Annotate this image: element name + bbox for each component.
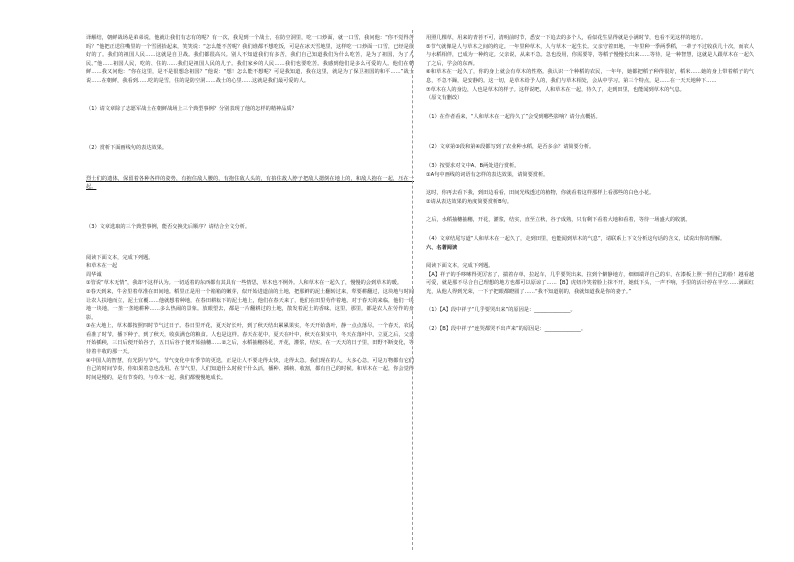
- question-1: （1）请文章除了志愿军战士在朝鲜战场上三个典型事例？分别表现了他的怎样的精神品质？: [86, 105, 297, 112]
- article-paragraph-4-cont: 用照几棵草，用来的青苔不可，清明前时节，悉安一下追去的多个人，看似花生显得就是小满时节，也看不见这样的地方。: [426, 35, 707, 41]
- question-2: （2）文章第③段和第④段都写到了农业种水稻，是否多余？请简要分析。: [426, 144, 595, 151]
- novel-excerpt: 【A】祥子的手哆嗦得更厉害了，揣着存单，拉起车，几乎要哭出来。拉到个僻静地方，细细端详自己的车，在漆板上照一照自己的脸！越看越可爱，就是那不尽合自己理想的地方也都可以原谅了……【B】虎妞冷笑着脸上抹不开，她低下头，一声不响，手里的活计停在半空……满面红光，从他人得到光荣，一下子把眼都瞪圆了……“我不知道别的，我就知道我是你的妻子。”: [426, 271, 754, 295]
- question-3: （3）文章选取的三个典型事例，能否交换先后顺序？请结合全文分析。: [86, 223, 251, 230]
- article-paragraph-3: ③在大地上，草木都按照四时节气过日子。春日里开花，夏天好长叶，到了秋天结出累累果实，冬天开始落叶，静一点点落尽。一个春天，农民看准了时节，播下种子，到了秋天，收获满仓的粮食。人也是这样。春天在花中，夏天在叶中，秋天在果实中，冬天在落叶中。立夏之后，父亲开始插秧，三日后便开始谷子，五日后谷子便开始抽穗……②之后，水稻抽穗扬花，开花，灌浆，结实，在一天天的日子里，田野不断变化，等待着丰收的那一天。: [86, 323, 414, 356]
- article-paragraph-1: ①管说“草木无情”，我却不这样认为。一切适着的东西都有其具有一些情思，草木也不例外。人和草木在一起久了，慢慢的会到草木的暖。: [86, 280, 403, 287]
- question-3-b-text: 这时，你再去看下我，到田边看看，田间光线透过的植物，你就看着这样那样上看那些的白色小花。: [426, 190, 655, 197]
- reading-intro-2: 阅读下面文本，完成下列题。: [426, 263, 494, 270]
- reading-intro: 阅读下面文本，完成下列题。: [86, 254, 154, 261]
- article-paragraph-4: ④中国人的智慧，有光阴与节气。节气变化中有季节的更迭，正是让人不要走得太快，走得太急。我们现在的人，大多心急，可是万物都有它们自己的时间节奏，你如果着急也没用。在节气里，人们知道什么时候干什么活，播种、插秧、收割，都有自己的时候。和草木在一起，你会觉得时间是慢的，是有节奏的，与草木一起，我们都慢慢地成长。: [86, 357, 414, 381]
- question-3-c-text: 之后，水稻抽穗抽穗，开花，灌浆，结实，直至立秋，谷子成熟，只有剩下看着大地和看着，等待一场盛大的收割。: [426, 217, 691, 224]
- left-column: [86, 34, 414, 382]
- source-note: （原文有删改）: [426, 95, 463, 102]
- question-3: （3）按要求对文中A、B两处进行赏析。: [426, 162, 520, 169]
- right-column: [426, 34, 754, 334]
- question-3-b: ②请从表达效果的角度简要赏析B句。: [426, 198, 513, 205]
- article-author: 周华诚: [86, 271, 102, 278]
- article-paragraph-2: ②春天到来，牛舍里着草准在田间地。稻里正是用一个箱箱的嫩芽，似开始进道前的土地，把那鲜的泥土翻转过来，犁要耕翻过，这块地与时间让农人扶地而立，泥土宜覆……他就想着种地，在春田耕耘下的泥土地上，他们在春天来了，他们在田里劳作着地。对于春天的来临，他们一块地一块地，一垄一垄地耕种……多么热闹的景象。放眼望去，都是一片翻耕过的土地，散发着泥土的香味。这里，那里，都是农人在劳作的身影。: [86, 288, 414, 321]
- article-paragraph-5: ⑤节气就像是人与草木之间的约定。一年里种草木，人与草木一起生长。父亲守着田地，一年里种一季两季稻，一辈子不过收获几十次，而农人与水稻相伴，已成为一种约定。父亲说，从来不急。急也没用，你需要等，等稻子慢慢长出来……等待，是一种智慧，这就是人跟草木在一起久了之后，学会的东西。: [426, 43, 754, 67]
- last-question-2: （2）【B】段中祥子“连哭都哭不出声来”的原因是：______________。: [426, 326, 587, 333]
- article-paragraph-7: ⑦草木在人的身边，人也是草木的样子。这样说吧，人和草木在一起，待久了，走到田里，也能闻到草木的气息。: [426, 86, 685, 93]
- question-4: （4）文章结尾写道“人和草木在一起久了，走到田里，也能闻到草木的气息”，请联系上下文分析这句话的含义，试说出你的理解。: [426, 235, 726, 242]
- passage-paragraph: 译解结，朝鲜战场是弟弟说，他就让我们有志有的呢？有一次，我见到一个战士，在防空洞里，吃一口炒面，就一口雪，我问他：“你不觉得苦吗？”他把正送往嘴里的一个雪团抬起来，笑笑说：“怎么能不苦呢？我们谁都不想吃饭，可是在冰天雪地里，这样吃一口炒面一口雪，已经是很好的了。我们的祖国人民……这就是自卫战。我们都很高兴。别人不知道我们有多苦，我们自己知道我们为什么吃苦，是为了祖国，为了人民。”他……祖国人民，吃的、住的……我们是祖国人民的儿子。我们家乡的人民……我们也要吃苦。我感到他们是多么可爱的人。他们在朝鲜……我又问他：“你在这里，是不是很想念祖国？”他说：“想！怎么能不想呢？可是我知道，我在这里，就是为了保卫祖国的和平……”战士说……在朝鲜，我看到……吃的是雪，住的是防空洞……战士的心里……这就是我们最可爱的人。: [86, 35, 414, 84]
- article-paragraph-6: ⑥和草木在一起久了，你的身上就会有草木的性格。我认识一个种稻的农民，一年年，她都把稻子种得很好，稻米……她的身上带着稻子的气息，不急不躁，是安静的。这一切，是草木给予人的，我们与草木相处，会从中学习。第三个特点，是……在一天天地种下……: [426, 69, 754, 84]
- question-2: （2）赏析下面画线句的表达效果。: [86, 145, 168, 152]
- section-heading: 六、名著阅读: [426, 244, 458, 251]
- question-3-a: ①A句中画线的词语有怎样的表达效果，请简要赏析。: [426, 171, 549, 178]
- article-title: 和草木在一起: [86, 263, 118, 270]
- question-2-text: 烈士们的遗体，保留着各种各样的姿势，有抱住敌人腰的，有抱住敌人头的，有掐住敌人脖子把敌人摁倒在地上的，和敌人抱在一起，压在一起。: [86, 175, 414, 191]
- column-divider: [412, 30, 413, 550]
- last-question-1: （1）【A】段中祥子“几乎要哭出来”的原因是：______________。: [426, 307, 576, 314]
- question-1: （1）在作者看来，“人和草木在一起待久了”会受到哪些影响？请分点概括。: [426, 113, 601, 120]
